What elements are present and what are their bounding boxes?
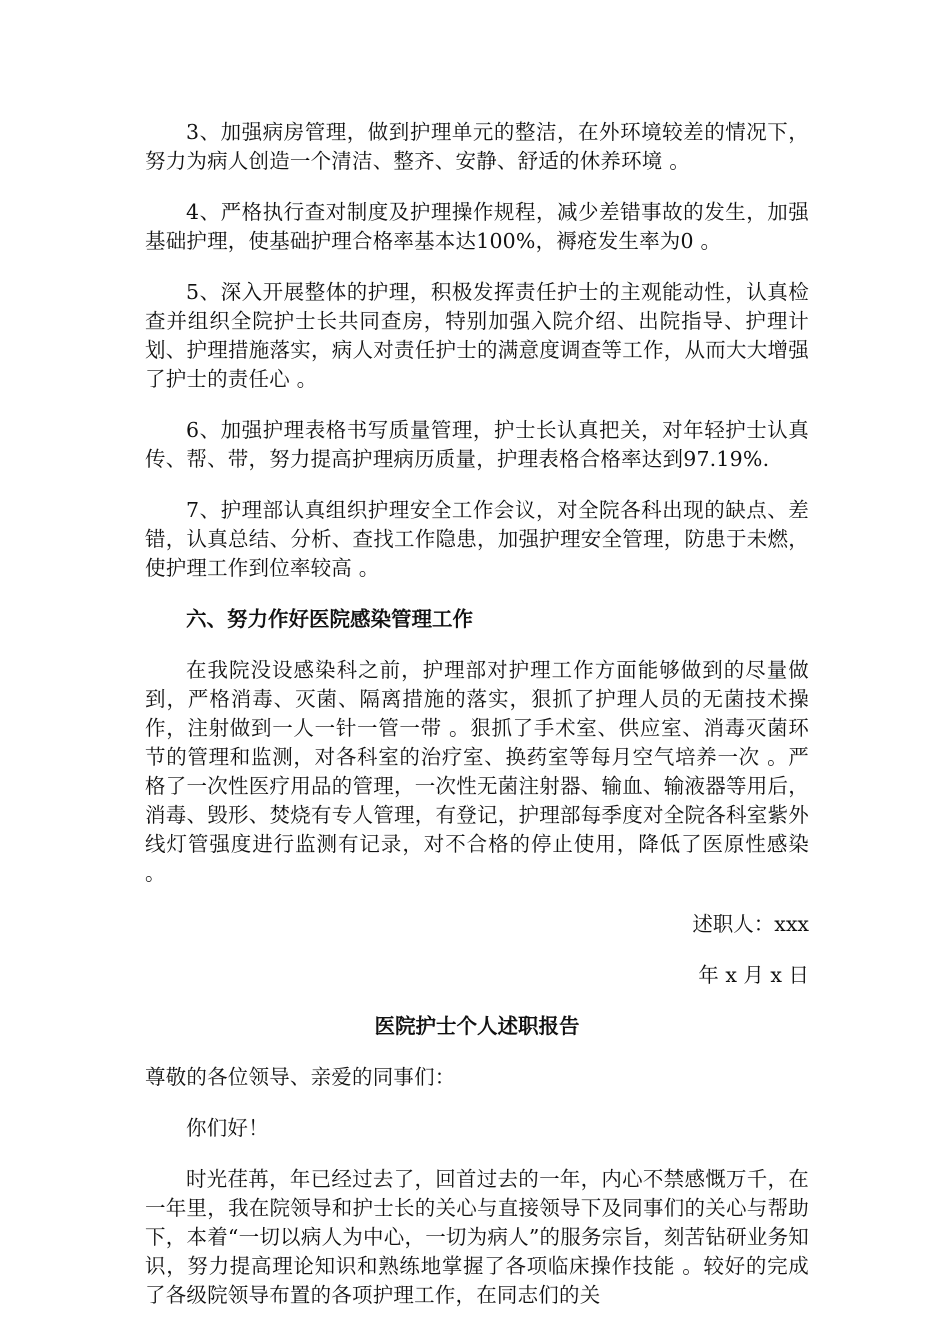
paragraph-item-5: 5、深入开展整体的护理，积极发挥责任护士的主观能动性，认真检查并组织全院护士长共同查房，特别加强入院介绍、出院指导、护理计划、护理措施落实，病人对责任护士的满意度调查等工作，从而大大增强了护士的责任心 。 bbox=[145, 280, 809, 391]
paragraph-item-3: 3、加强病房管理，做到护理单元的整洁，在外环境较差的情况下，努力为病人创造一个清洁、整齐、安静、舒适的休养环境 。 bbox=[145, 120, 809, 173]
section-heading: 六、努力作好医院感染管理工作 bbox=[186, 607, 473, 631]
date: 年 x 月 x 日 bbox=[698, 963, 809, 987]
paragraph-item-4: 4、严格执行查对制度及护理操作规程，减少差错事故的发生，加强基础护理，使基础护理合格率基本达100%，褥疮发生率为0 。 bbox=[145, 200, 809, 253]
report-title: 医院护士个人述职报告 bbox=[374, 1014, 580, 1038]
section-body: 在我院没设感染科之前，护理部对护理工作方面能够做到的尽量做到，严格消毒、灭菌、隔离措施的落实，狠抓了护理人员的无菌技术操作，注射做到一人一针一管一带 。狠抓了手术室、供应室、消毒灭菌环节的管理和监测，对各科室的治疗室、换药室等每月空气培养一次 。严格了一次性医疗用品的管理，一次性无菌注射器、输血、输液器等用后，消毒、毁形、焚烧有专人管理，有登记，护理部每季度对全院各科室紫外线灯管强度进行监测有记录，对不合格的停止使用，降低了医原性感染 。 bbox=[145, 658, 809, 885]
salutation: 尊敬的各位领导、亲爱的同事们： bbox=[145, 1065, 456, 1089]
paragraph-item-7: 7、护理部认真组织护理安全工作会议，对全院各科出现的缺点、差错，认真总结、分析、查找工作隐患，加强护理安全管理，防患于未燃，使护理工作到位率较高 。 bbox=[145, 498, 809, 580]
paragraph-item-6: 6、加强护理表格书写质量管理，护士长认真把关，对年轻护士认真传、帮、带，努力提高护理病历质量，护理表格合格率达到97.19%. bbox=[145, 418, 809, 471]
signature: 述职人：xxx bbox=[692, 912, 809, 936]
greeting: 你们好！ bbox=[186, 1116, 269, 1140]
document-page bbox=[145, 118, 809, 1332]
opening-paragraph: 时光荏苒，年已经过去了，回首过去的一年，内心不禁感慨万千，在一年里，我在院领导和护士长的关心与直接领导下及同事们的关心与帮助下，本着“一切以病人为中心，一切为病人”的服务宗旨，刻苦钻研业务知识，努力提高理论知识和熟练地掌握了各项临床操作技能 。较好的完成了各级院领导布置的各项护理工作，在同志们的关 bbox=[145, 1167, 809, 1307]
